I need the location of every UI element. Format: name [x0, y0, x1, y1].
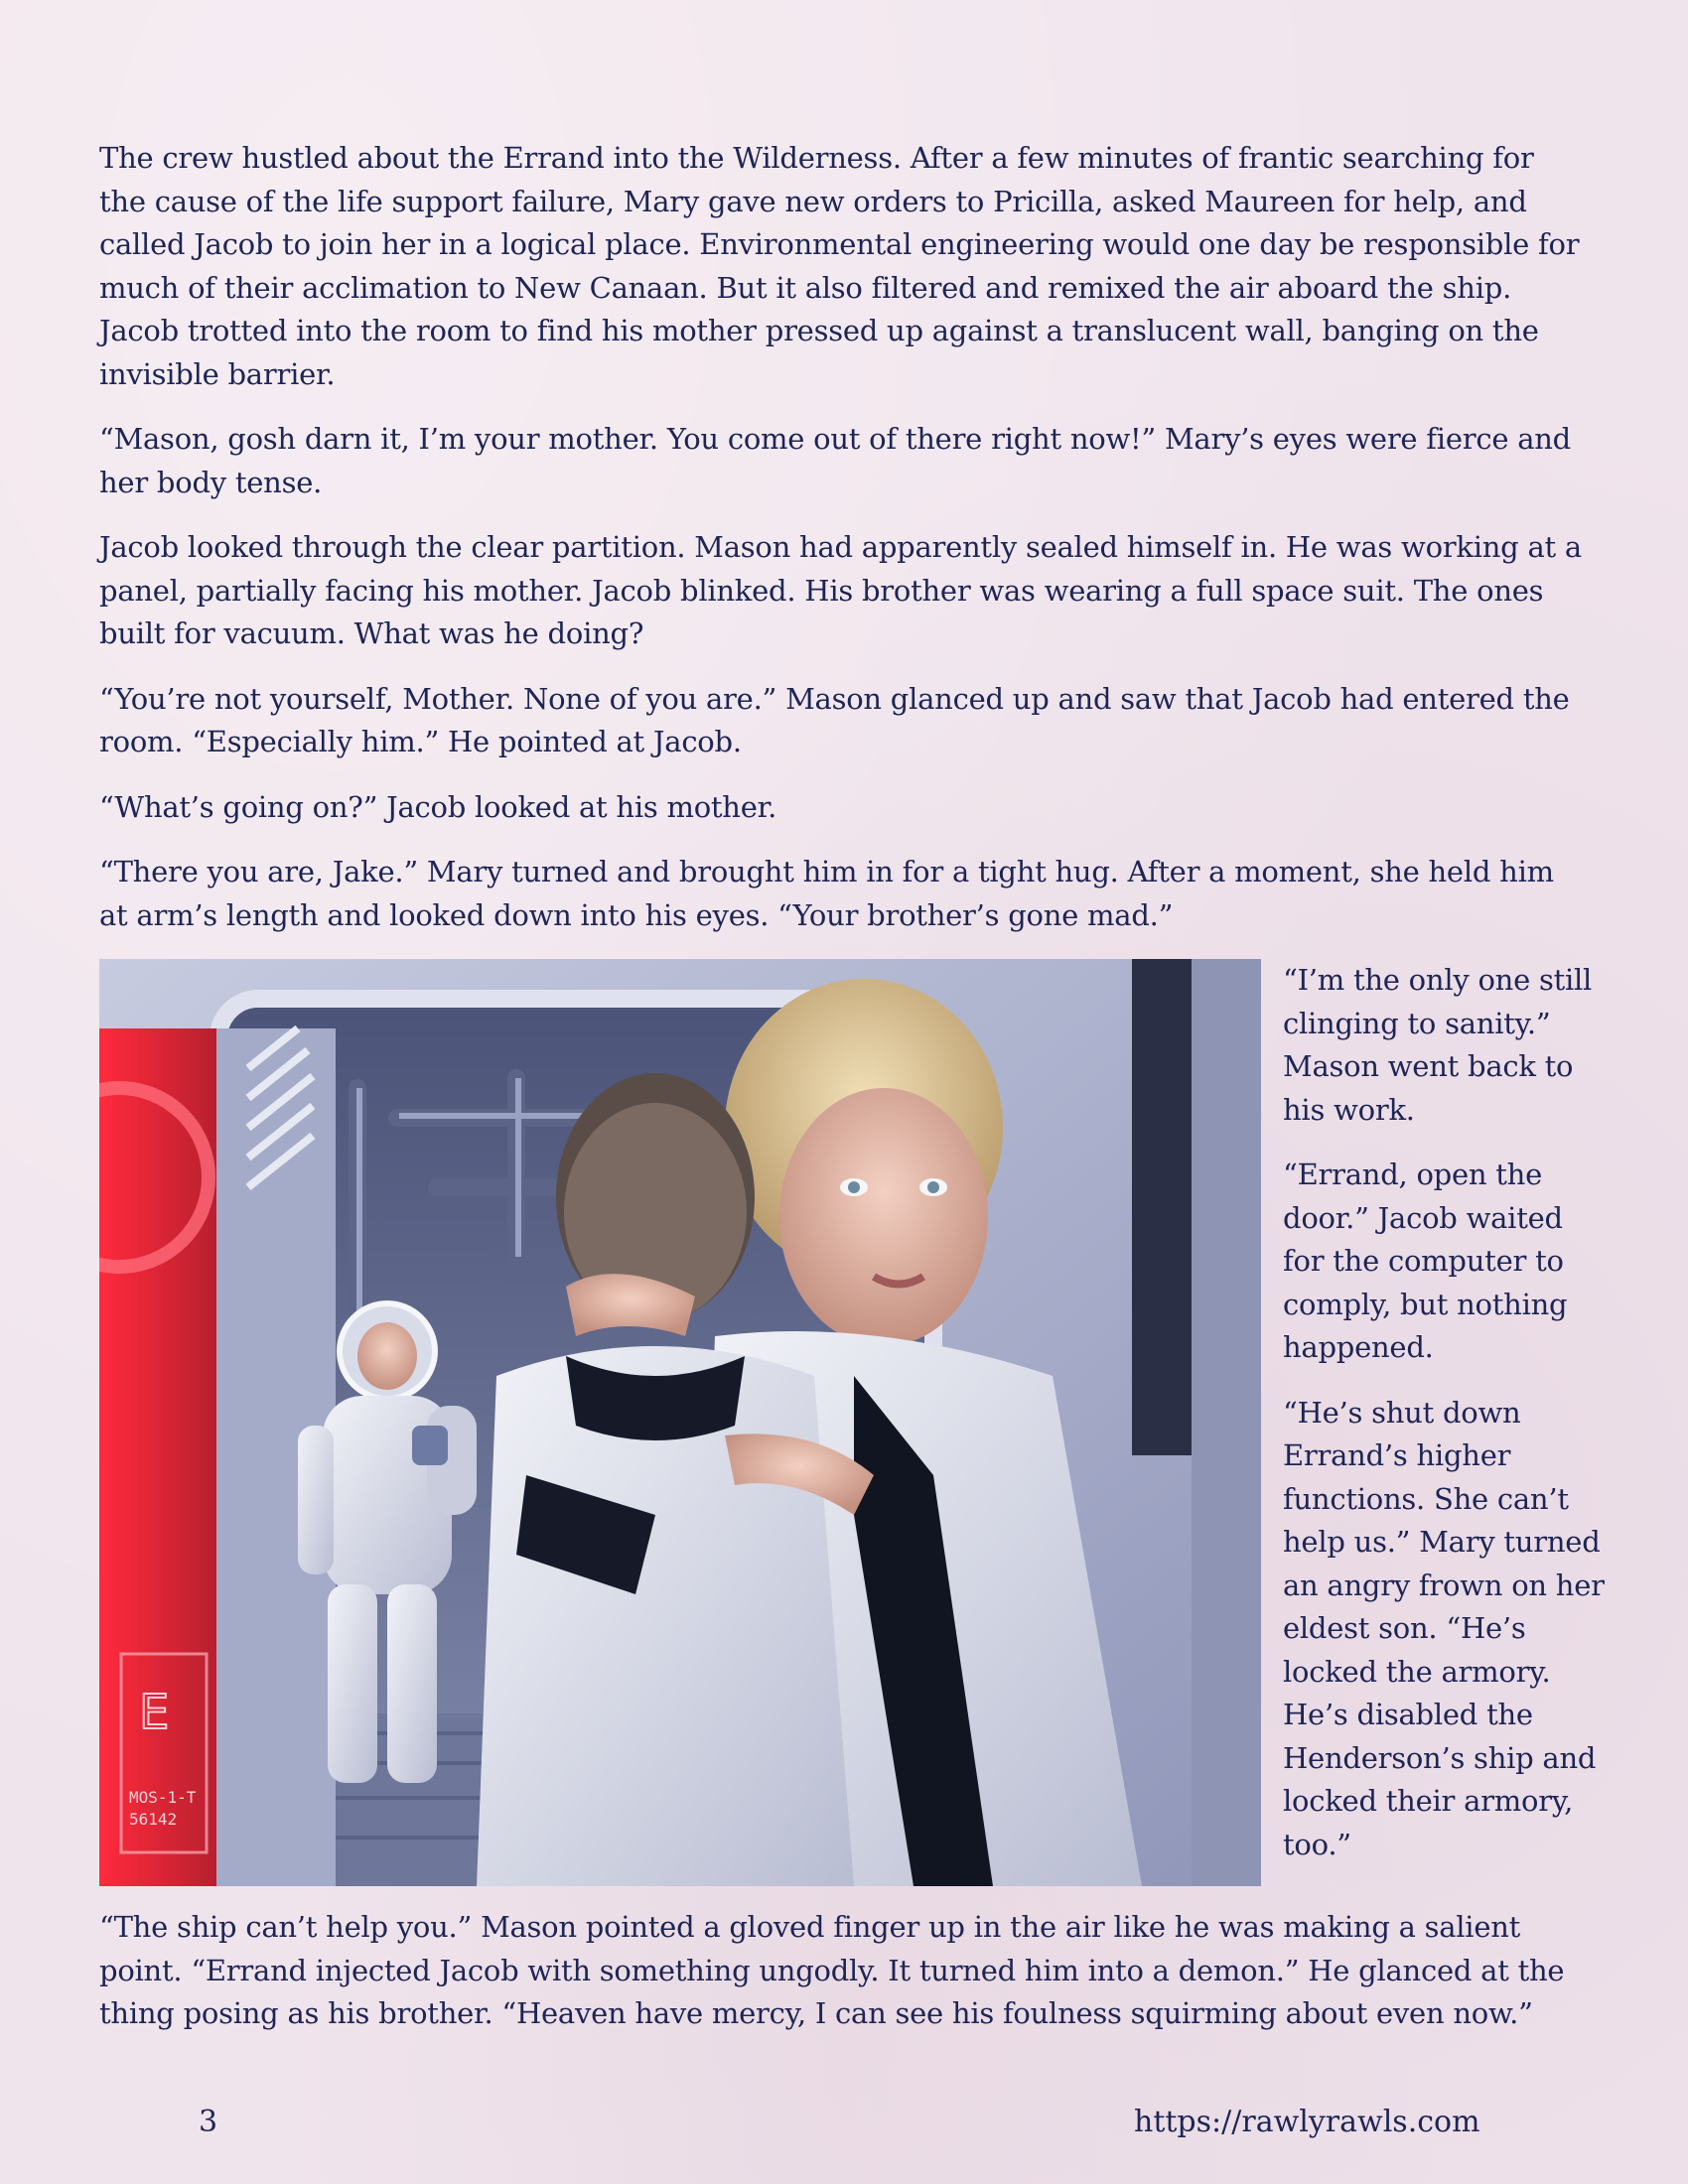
page-content	[99, 137, 1605, 2058]
page-number: 3	[199, 2105, 218, 2139]
story-paragraph: The crew hustled about the Errand into the Wilderness. After a few minutes of frantic searching for the cause of the life support failure, Mary gave new orders to Pricilla, asked Maureen for help, and called Jacob to join her in a logical place. Environmental engineering would one day be responsible for much of their acclimation to New Canaan. But it also filtered and remixed the air aboard the ship. Jacob trotted into the room to find his mother pressed up against a translucent wall, banging on the invisible barrier.	[99, 141, 1580, 391]
site-url[interactable]: https://rawlyrawls.com	[1134, 2105, 1480, 2139]
story-paragraph: “You’re not yourself, Mother. None of you are.” Mason glanced up and saw that Jacob had entered the room. “Especially him.” He pointed at Jacob.	[99, 681, 1570, 758]
illustration-scene	[99, 959, 1261, 1886]
story-paragraph: “I’m the only one still clinging to sanity.” Mason went back to his work.	[1283, 963, 1593, 1127]
illustration-row	[99, 959, 1605, 1896]
story-illustration	[99, 959, 1261, 1886]
story-paragraph: “He’s shut down Errand’s higher functions. She can’t help us.” Mary turned an angry frown on her eldest son. “He’s locked the armory. He’s disabled the Henderson’s ship and locked their armory, too.”	[1283, 1395, 1605, 1861]
panel-code-1: MOS-1-T	[129, 1788, 197, 1807]
panel-letter: E	[139, 1685, 170, 1740]
story-paragraph: “Mason, gosh darn it, I’m your mother. You come out of there right now!” Mary’s eyes were fierce and her body tense.	[99, 422, 1571, 499]
story-paragraph: “The ship can’t help you.” Mason pointed a gloved finger up in the air like he was making a salient point. “Errand injected Jacob with something ungodly. It turned him into a demon.” He glanced at the thing posing as his brother. “Heaven have mercy, I can see his foulness squirming about even now.”	[99, 1910, 1565, 2030]
panel-code-2: 56142	[129, 1810, 178, 1829]
page-footer	[0, 2105, 1688, 2144]
side-column	[1283, 959, 1611, 1888]
story-paragraph: “Errand, open the door.” Jacob waited for the computer to comply, but nothing happened.	[1283, 1158, 1568, 1364]
story-paragraph: “What’s going on?” Jacob looked at his mother.	[99, 789, 777, 824]
story-paragraph: “There you are, Jake.” Mary turned and brought him in for a tight hug. After a moment, she held him at arm’s length and looked down into his eyes. “Your brother’s gone mad.”	[99, 855, 1554, 932]
story-paragraph: Jacob looked through the clear partition. Mason had apparently sealed himself in. He was working at a panel, partially facing his mother. Jacob blinked. His brother was wearing a full space suit. The ones built for vacuum. What was he doing?	[99, 530, 1582, 650]
